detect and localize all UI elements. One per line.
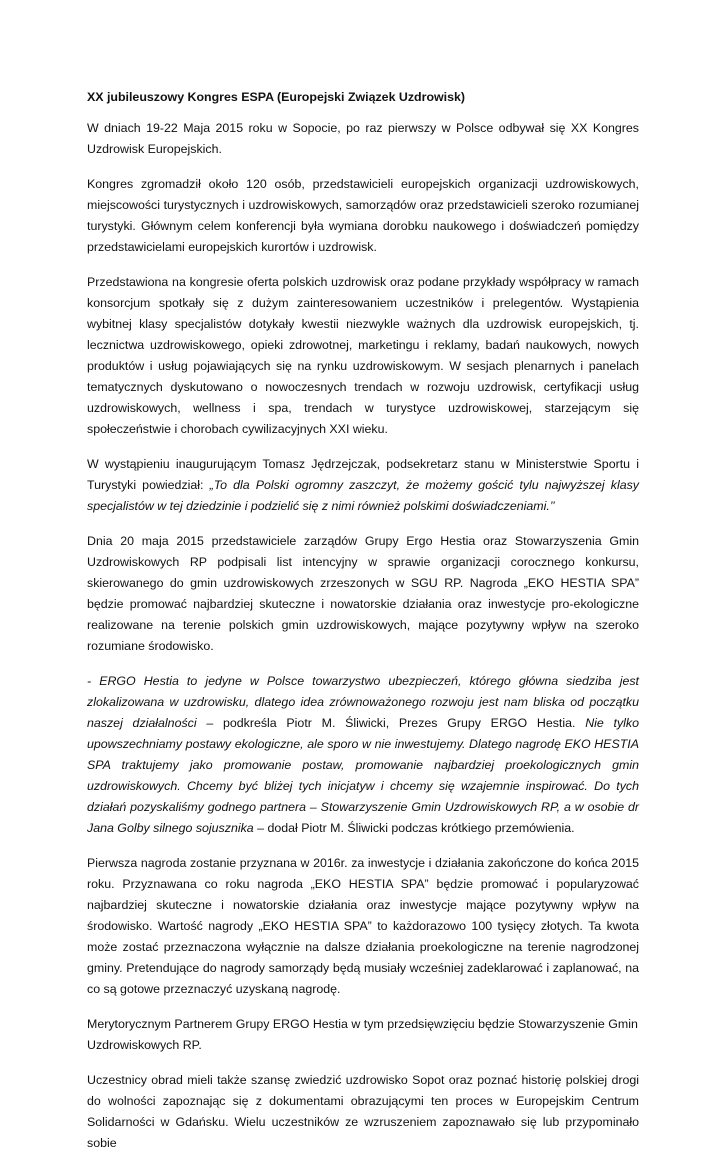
inauguration-intro: W wystąpieniu inaugurującym Tomasz Jędrzejczak, podsekretarz stanu w Ministerstwie Sportu i Turystyki powiedział:	[87, 457, 639, 492]
paragraph-award: Pierwsza nagroda zostanie przyznana w 2016r. za inwestycje i działania zakończone do końca 2015 roku. Przyznawana co roku nagroda „EKO HESTIA SPA” będzie promować i popularyzować najbardziej skuteczne i nowatorskie działania oraz inwestycje mające pozytywny wpływ na środowisko. Wartość nagrody „EKO HESTIA SPA” to każdorazowo 100 tysięcy złotych. Ta kwota może zostać przeznaczona wyłącznie na dalsze działania proekologiczne na terenie nagrodzonej gminy. Pretendujące do nagrody samorządy będą musiały wcześniej zadeklarować i zaplanować, na co są gotowe przeznaczyć uzyskaną nagrodę.	[87, 856, 639, 996]
paragraph-participants: Kongres zgromadził około 120 osób, przedstawicieli europejskich organizacji uzdrowiskowych, miejscowości turystycznych i uzdrowiskowych, samorządów oraz przedstawicieli szeroko rozumianej turystyki. Głównym celem konferencji była wymiana dorobku naukowego i doświadczeń pomiędzy przedstawicielami europejskich kurortów i uzdrowisk.	[87, 177, 639, 254]
paragraph-dates: W dniach 19-22 Maja 2015 roku w Sopocie, po raz pierwszy w Polsce odbywał się XX Kongres Uzdrowisk Europejskich.	[87, 121, 639, 156]
paragraph-ergo-hestia-quote	[87, 671, 639, 839]
paragraph-inauguration	[87, 454, 639, 517]
hestia-quote-2: Nie tylko upowszechniamy postawy ekologiczne, ale sporo w nie inwestujemy. Dlatego nagrodę EKO HESTIA SPA traktujemy jako promowanie postaw, promowanie najbardziej proekologicznych gmin uzdrowiskowych. Chcemy być bliżej tych inicjatyw i chcemy się wzajemnie inspirować. Do tych działań pozyskaliśmy godnego partnera – Stowarzyszenie Gmin Uzdrowiskowych RP, a w osobie dr Jana Golby silnego sojusznika	[87, 716, 640, 835]
document-title: XX jubileuszowy Kongres ESPA (Europejski Związek Uzdrowisk)	[87, 90, 465, 104]
hestia-attribution-2: – dodał Piotr M. Śliwicki podczas krótkiego przemówienia.	[253, 821, 575, 835]
hestia-quote-1: - ERGO Hestia to jedyne w Polsce towarzystwo ubezpieczeń, którego główna siedziba jest zlokalizowana w uzdrowisku, dlatego idea zrównoważonego rozwoju jest nam bliska od początku naszej działalności	[87, 674, 639, 730]
paragraph-partner: Merytorycznym Partnerem Grupy ERGO Hestia w tym przedsięwzięciu będzie Stowarzyszenie Gmin Uzdrowiskowych RP.	[87, 1017, 638, 1052]
paragraph-letter-of-intent: Dnia 20 maja 2015 przedstawiciele zarządów Grupy Ergo Hestia oraz Stowarzyszenia Gmin Uzdrowiskowych RP podpisali list intencyjny w sprawie organizacji corocznego konkursu, skierowanego do gmin uzdrowiskowych zrzeszonych w SGU RP. Nagroda „EKO HESTIA SPA” będzie promować najbardziej skuteczne i nowatorskie działania oraz inwestycje pro-ekologiczne realizowane na terenie polskich gmin uzdrowiskowych, mające pozytywny wpływ na szeroko rozumiane środowisko.	[87, 534, 639, 653]
inauguration-quote: „To dla Polski ogromny zaszczyt, że możemy gościć tylu najwyższej klasy specjalistów w tej dziedzinie i podzielić się z nimi również polskimi doświadczeniami.’’	[87, 478, 639, 513]
paragraph-sightseeing: Uczestnicy obrad mieli także szansę zwiedzić uzdrowisko Sopot oraz poznać historię polskiej drogi do wolności zapoznając się z dokumentami obrazującymi ten proces w Europejskim Centrum Solidarności w Gdańsku. Wielu uczestników ze wzruszeniem zapoznawało się lub przypominało sobie	[87, 1073, 639, 1150]
paragraph-offer: Przedstawiona na kongresie oferta polskich uzdrowisk oraz podane przykłady współpracy w ramach konsorcjum spotkały się z dużym zainteresowaniem uczestników i prelegentów. Wystąpienia wybitnej klasy specjalistów dotykały kwestii niezwykle ważnych dla uzdrowisk europejskich, tj. lecznictwa uzdrowiskowego, opieki zdrowotnej, marketingu i reklamy, badań naukowych, nowych produktów i usług pojawiających się na rynku uzdrowiskowym. W sesjach plenarnych i panelach tematycznych dyskutowano o nowoczesnych trendach w rozwoju uzdrowisk, certyfikacji usług uzdrowiskowych, wellness i spa, trendach w turystyce uzdrowiskowej, starzejącym się społeczeństwie i chorobach cywilizacyjnych XXI wieku.	[87, 275, 639, 436]
hestia-attribution-1: – podkreśla Piotr M. Śliwicki, Prezes Grupy ERGO Hestia.	[196, 716, 586, 730]
document-page	[87, 87, 639, 1154]
